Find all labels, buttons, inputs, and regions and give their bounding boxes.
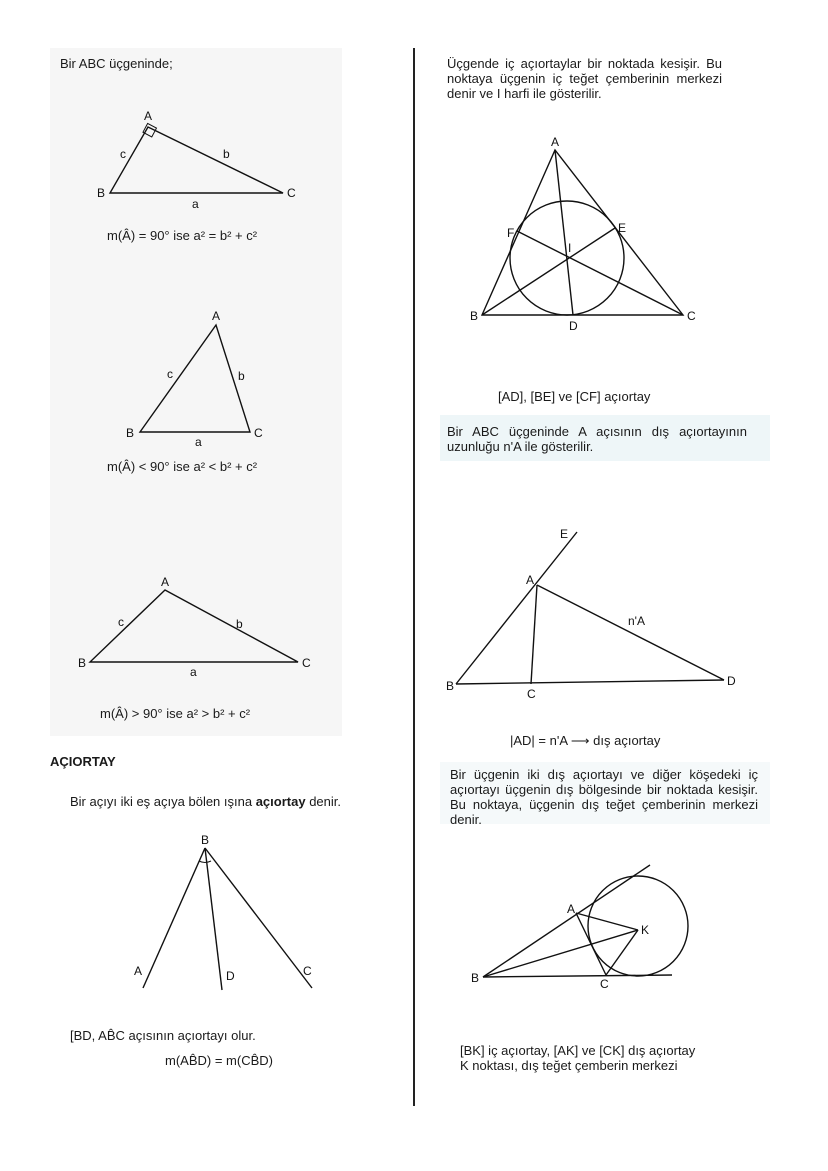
svg-text:D: D [727, 674, 736, 688]
excenter-caption-1: [BK] iç açıortay, [AK] ve [CK] dış açıortay [460, 1043, 696, 1058]
svg-text:A: A [134, 964, 143, 978]
svg-text:A: A [144, 109, 153, 123]
svg-text:b: b [238, 369, 245, 383]
excircle-figure [471, 865, 688, 991]
svg-text:c: c [120, 147, 126, 161]
acute-triangle-figure [126, 309, 263, 449]
incenter-caption: [AD], [BE] ve [CF] açıortay [498, 389, 651, 404]
svg-text:c: c [118, 615, 124, 629]
svg-text:K: K [641, 923, 650, 937]
svg-text:A: A [526, 573, 535, 587]
formula-acute: m(Â) < 90° ise a² < b² + c² [107, 459, 258, 474]
angle-bisector-figure [134, 833, 312, 990]
svg-text:C: C [254, 426, 263, 440]
svg-text:B: B [446, 679, 455, 693]
excenter-caption-2: K noktası, dış teğet çemberin merkezi [460, 1058, 678, 1073]
ext-formula: |AD| = n'A ⟶ dış açıortay [510, 733, 661, 748]
svg-text:F: F [507, 226, 515, 240]
definition-end: denir. [305, 794, 341, 809]
svg-text:B: B [97, 186, 106, 200]
svg-text:b: b [236, 617, 243, 631]
svg-text:C: C [302, 656, 311, 670]
svg-text:E: E [560, 527, 569, 541]
svg-text:A: A [161, 575, 170, 589]
svg-text:n'A: n'A [628, 614, 645, 628]
section-heading: AÇIORTAY [50, 754, 116, 769]
svg-text:C: C [600, 977, 609, 991]
definition-text: Bir açıyı iki eş açıya bölen ışına [70, 794, 256, 809]
formula-obtuse: m(Â) > 90° ise a² > b² + c² [100, 706, 251, 721]
ext-text: Bir ABC üçgeninde A açısının dış açıortayının uzunluğu n'A ile gösterilir. [447, 424, 747, 454]
svg-text:c: c [167, 367, 173, 381]
svg-text:I: I [568, 241, 572, 255]
svg-text:E: E [618, 221, 627, 235]
exterior-bisector-figure [446, 527, 736, 701]
svg-text:a: a [195, 435, 202, 449]
incircle-figure [470, 135, 696, 333]
formula-right: m(Â) = 90° ise a² = b² + c² [107, 228, 258, 243]
svg-text:C: C [687, 309, 696, 323]
svg-text:B: B [126, 426, 135, 440]
definition-term: açıortay [255, 794, 306, 809]
right-triangle-figure [97, 109, 296, 211]
svg-text:A: A [567, 902, 576, 916]
svg-text:D: D [569, 319, 578, 333]
svg-text:D: D [226, 969, 235, 983]
svg-text:B: B [78, 656, 87, 670]
bisector-note: [BD, AB̂C açısının açıortayı olur. [70, 1028, 256, 1043]
svg-text:B: B [470, 309, 479, 323]
svg-text:a: a [190, 665, 197, 679]
incenter-text: Üçgende iç açıortaylar bir noktada kesişir. Bu noktaya üçgenin iç teğet çemberinin merkezi denir ve I harfi ile gösterilir. [447, 56, 722, 101]
intro-text: Bir ABC üçgeninde; [60, 56, 173, 71]
svg-text:C: C [287, 186, 296, 200]
svg-text:a: a [192, 197, 199, 211]
svg-text:C: C [527, 687, 536, 701]
bisector-equality: m(AB̂D) = m(CB̂D) [165, 1053, 273, 1068]
svg-text:B: B [201, 833, 210, 847]
svg-text:b: b [223, 147, 230, 161]
obtuse-triangle-figure [78, 575, 311, 679]
svg-text:B: B [471, 971, 480, 985]
excenter-text: Bir üçgenin iki dış açıortayı ve diğer köşedeki iç açıortayı üçgenin dış bölgesinde bir noktada kesişir. Bu noktaya, üçgenin dış teğet çemberinin merkezi denir. [450, 767, 758, 827]
svg-text:C: C [303, 964, 312, 978]
svg-text:A: A [212, 309, 221, 323]
svg-text:A: A [551, 135, 560, 149]
